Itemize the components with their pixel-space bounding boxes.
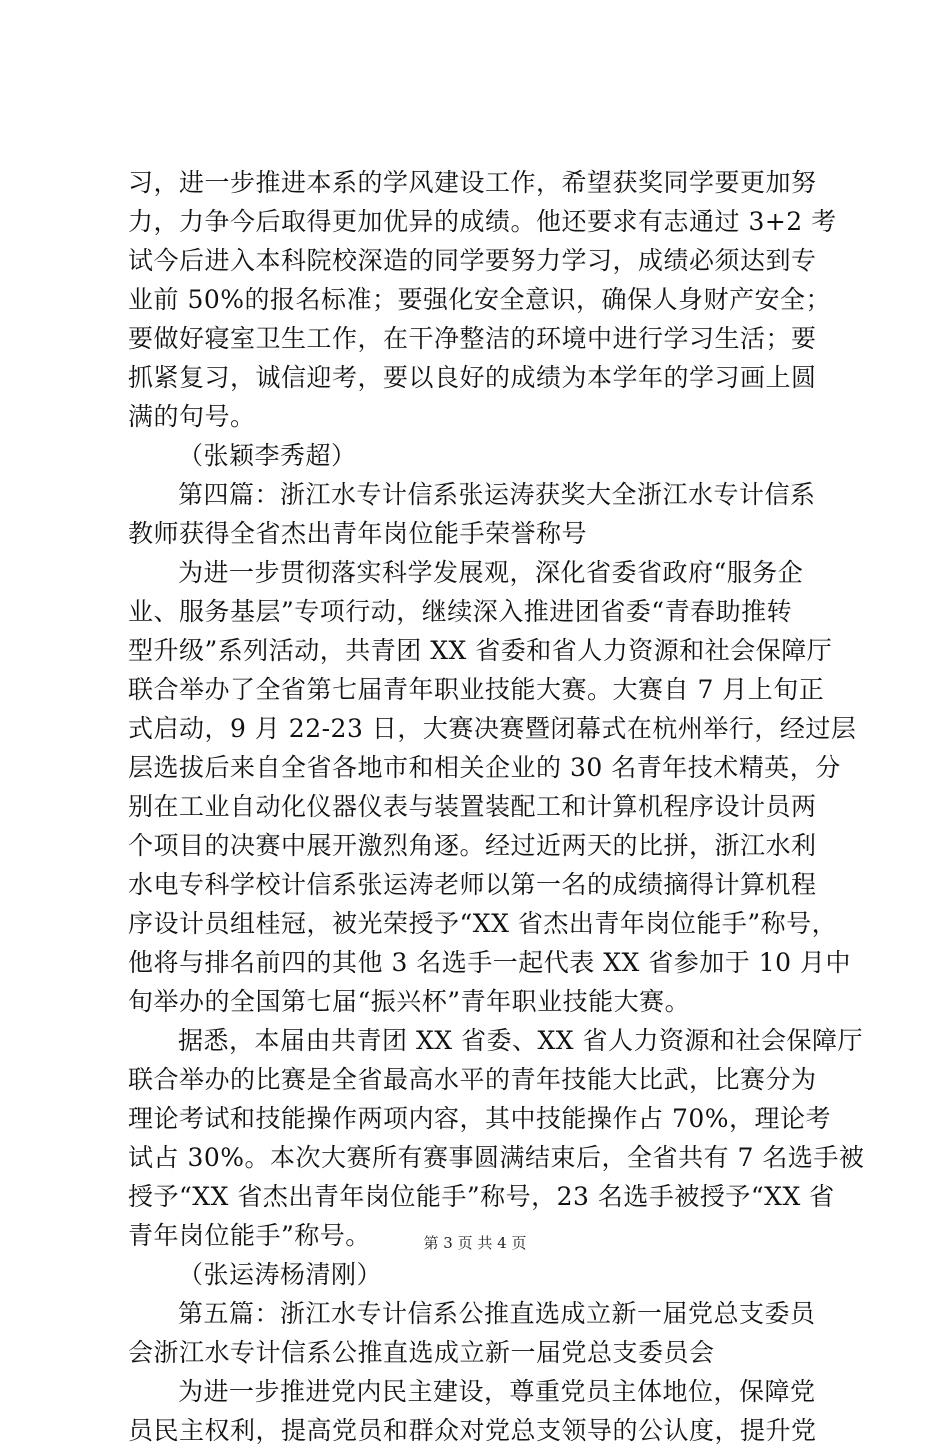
text-line: 业前 50%的报名标准；要强化安全意识，确保人身财产安全； [128,285,832,314]
text-line: 序设计员组桂冠，被光荣授予“XX 省杰出青年岗位能手”称号， [128,909,838,938]
text-line: 型升级”系列活动，共青团 XX 省委和省人力资源和社会保障厅 [128,636,833,665]
text-line: 式启动，9 月 22-23 日，大赛决赛暨闭幕式在杭州举行，经过层 [128,714,857,743]
text-line: 授予“XX 省杰出青年岗位能手”称号，23 名选手被授予“XX 省 [128,1182,835,1211]
text-line: 旬举办的全国第七届“振兴杯”青年职业技能大赛。 [128,987,691,1016]
author-credit: （张运涛杨清刚） [178,1260,383,1289]
text-line: 为进一步贯彻落实科学发展观，深化省委省政府“服务企 [178,558,804,587]
section-heading: 第五篇：浙江水专计信系公推直选成立新一届党总支委员 [178,1299,816,1328]
text-line: 要做好寝室卫生工作，在干净整洁的环境中进行学习生活；要 [128,324,817,353]
text-line: 他将与排名前四的其他 3 名选手一起代表 XX 省参加于 10 月中 [128,948,851,977]
page-number: 第 3 页 共 4 页 [423,1234,527,1252]
text-line: 为进一步推进党内民主建设，尊重党员主体地位，保障党 [178,1377,816,1406]
text-line: 联合举办了全省第七届青年职业技能大赛。大赛自 7 月上旬正 [128,675,825,704]
text-line: 抓紧复习，诚信迎考，要以良好的成绩为本学年的学习画上圆 [128,363,817,392]
text-line: 据悉，本届由共青团 XX 省委、XX 省人力资源和社会保障厅 [178,1026,864,1055]
text-line: 个项目的决赛中展开激烈角逐。经过近两天的比拼，浙江水利 [128,831,817,860]
text-line: 力，力争今后取得更加优异的成绩。他还要求有志通过 3+2 考 [128,207,837,236]
text-line: 试占 30%。本次大赛所有赛事圆满结束后，全省共有 7 名选手被 [128,1143,865,1172]
text-line: 联合举办的比赛是全省最高水平的青年技能大比武，比赛分为 [128,1065,817,1094]
text-line: 员民主权利，提高党员和群众对党总支领导的公认度，提升党 [128,1416,817,1445]
text-line: 理论考试和技能操作两项内容，其中技能操作占 70%，理论考 [128,1104,832,1133]
author-credit: （张颖李秀超） [178,441,357,470]
text-line: 试今后进入本科院校深造的同学要努力学习，成绩必须达到专 [128,246,817,275]
document-body [128,163,865,1450]
section-heading: 第四篇：浙江水专计信系张运涛获奖大全浙江水专计信系 [178,480,816,509]
section-heading-cont: 会浙江水专计信系公推直选成立新一届党总支委员会 [128,1338,715,1367]
text-line: 别在工业自动化仪器仪表与装置装配工和计算机程序设计员两 [128,792,817,821]
text-line: 层选拔后来自全省各地市和相关企业的 30 名青年技术精英，分 [128,753,841,782]
text-line: 业、服务基层”专项行动，继续深入推进团省委“青春助推转 [128,597,793,626]
text-line: 水电专科学校计信系张运涛老师以第一名的成绩摘得计算机程 [128,870,817,899]
text-line: 青年岗位能手”称号。 [128,1221,371,1250]
text-line: 满的句号。 [128,402,256,431]
text-line: 习，进一步推进本系的学风建设工作，希望获奖同学要更加努 [128,168,817,197]
section-heading-cont: 教师获得全省杰出青年岗位能手荣誉称号 [128,519,588,548]
